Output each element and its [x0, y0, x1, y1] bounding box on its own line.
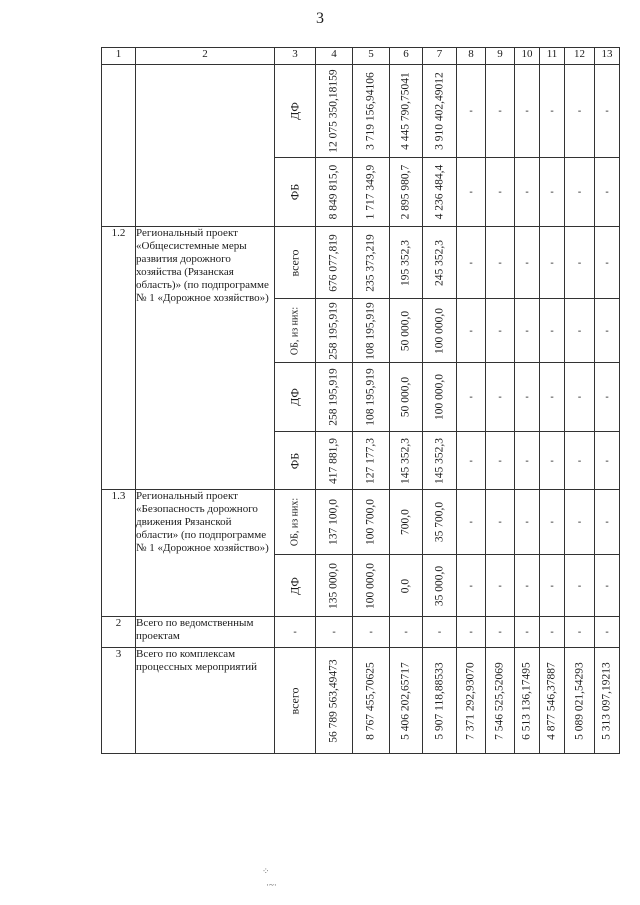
value-cell	[486, 299, 515, 363]
value-text: 50 000,0	[399, 310, 412, 351]
value-cell	[390, 555, 423, 617]
value-text: 4 445 790,75041	[399, 72, 412, 150]
value-text: -	[577, 257, 582, 268]
value-cell	[515, 555, 540, 617]
value-text: -	[498, 257, 502, 268]
value-text: -	[469, 391, 473, 403]
value-cell	[486, 617, 515, 648]
value-text: 108 195,919	[364, 301, 377, 360]
value-cell	[457, 158, 486, 227]
funding-source-label: ФБ	[287, 452, 302, 469]
value-cell	[423, 490, 457, 555]
budget-table	[101, 47, 620, 754]
value-cell	[457, 432, 486, 490]
value-text: -	[577, 626, 582, 638]
value-cell	[595, 490, 620, 555]
value-text: 100 000,0	[433, 307, 445, 354]
value-cell	[457, 617, 486, 648]
value-text: -	[550, 580, 554, 591]
header-cell: 6	[390, 48, 423, 65]
row-number: 2	[102, 617, 136, 648]
funding-source-label: ДФ	[287, 576, 302, 595]
header-cell: 13	[595, 48, 620, 65]
value-text: 35 700,0	[433, 501, 445, 543]
value-cell	[540, 432, 565, 490]
funding-source-cell	[275, 432, 316, 490]
row-number: 3	[102, 648, 136, 754]
value-cell	[540, 490, 565, 555]
value-cell	[486, 555, 515, 617]
value-cell	[486, 158, 515, 227]
value-text: -	[469, 105, 473, 117]
header-cell: 10	[515, 48, 540, 65]
value-cell	[595, 432, 620, 490]
value-text: 5 313 097,19213	[600, 661, 613, 740]
value-cell	[423, 158, 457, 227]
header-cell: 12	[565, 48, 595, 65]
header-cell: 8	[457, 48, 486, 65]
table-row	[102, 65, 620, 158]
row-description: Всего по ведомственным проектам	[136, 617, 275, 648]
value-text: -	[498, 580, 502, 591]
value-cell	[515, 158, 540, 227]
value-text: -	[469, 516, 473, 528]
value-cell	[390, 617, 423, 648]
value-text: 700,0	[399, 509, 412, 535]
value-text: 417 881,9	[327, 437, 340, 484]
value-cell	[353, 65, 390, 158]
value-cell	[316, 617, 353, 648]
value-text: -	[525, 391, 529, 403]
funding-source-cell	[275, 555, 316, 617]
value-text: 6 513 136,17495	[520, 661, 533, 740]
value-text: 145 352,3	[433, 437, 445, 484]
row-description: Всего по комплексам процессных мероприятий	[136, 648, 275, 754]
value-text: -	[498, 455, 502, 466]
header-cell: 5	[353, 48, 390, 65]
value-cell	[390, 227, 423, 299]
value-cell	[595, 299, 620, 363]
header-cell: 7	[423, 48, 457, 65]
value-text: 258 195,919	[327, 368, 340, 426]
value-text: 56 789 563,49473	[327, 658, 340, 743]
value-cell	[457, 555, 486, 617]
value-text: 1 717 349,9	[364, 164, 377, 220]
value-cell	[457, 65, 486, 158]
funding-source-cell	[275, 648, 316, 754]
row-number: 1.2	[102, 227, 136, 490]
value-cell	[515, 299, 540, 363]
value-cell	[316, 363, 353, 432]
header-cell: 2	[136, 48, 275, 65]
value-cell	[353, 363, 390, 432]
value-text: -	[605, 257, 609, 268]
value-text: -	[605, 325, 609, 336]
value-text: 5 089 021,54293	[573, 661, 585, 740]
value-text: 100 700,0	[364, 499, 377, 545]
value-cell	[565, 617, 595, 648]
value-text: 35 000,0	[433, 565, 445, 606]
row-number: 1.3	[102, 490, 136, 617]
value-cell	[540, 648, 565, 754]
value-cell	[457, 227, 486, 299]
value-cell	[565, 648, 595, 754]
value-text: 7 371 292,93070	[464, 661, 477, 740]
value-cell	[457, 490, 486, 555]
value-cell	[565, 363, 595, 432]
value-text: -	[577, 580, 582, 591]
value-cell	[353, 158, 390, 227]
value-cell	[390, 299, 423, 363]
value-cell	[595, 555, 620, 617]
value-cell	[595, 65, 620, 158]
value-cell	[390, 432, 423, 490]
value-cell	[515, 65, 540, 158]
value-text: -	[469, 257, 473, 268]
funding-source-cell	[275, 490, 316, 555]
table-row	[102, 648, 620, 754]
value-cell	[515, 617, 540, 648]
value-cell	[423, 617, 457, 648]
value-text: -	[550, 186, 554, 198]
value-text: -	[605, 626, 609, 638]
header-cell: 9	[486, 48, 515, 65]
value-text: -	[605, 455, 609, 466]
value-text: -	[577, 186, 582, 198]
value-cell	[316, 158, 353, 227]
value-text: -	[332, 626, 336, 638]
value-text: -	[469, 186, 473, 198]
value-text: -	[469, 626, 473, 638]
value-text: -	[498, 391, 502, 403]
scan-mark: ⁘	[262, 866, 270, 876]
value-cell	[316, 227, 353, 299]
value-cell	[423, 227, 457, 299]
value-text: -	[525, 325, 529, 336]
value-cell	[565, 158, 595, 227]
funding-source-label: -	[293, 626, 297, 638]
value-text: -	[550, 391, 554, 403]
funding-source-cell	[275, 65, 316, 158]
value-text: -	[605, 391, 609, 403]
value-text: -	[605, 105, 609, 117]
value-text: 137 100,0	[327, 499, 340, 545]
value-cell	[390, 490, 423, 555]
funding-source-cell	[275, 617, 316, 648]
funding-source-label: всего	[287, 686, 302, 715]
value-text: -	[469, 455, 473, 466]
value-text: -	[550, 325, 554, 336]
value-text: -	[525, 257, 529, 268]
value-text: -	[498, 105, 502, 117]
value-cell	[565, 227, 595, 299]
header-cell: 3	[275, 48, 316, 65]
value-cell	[540, 65, 565, 158]
value-cell	[316, 65, 353, 158]
row-description: Региональный проект «Общесистемные меры развития дорожного хозяйства (Рязанская область)» (по подпрограмме № 1 «Дорожное хозяйство»)	[136, 227, 275, 490]
value-text: 2 895 980,7	[399, 164, 412, 220]
value-text: -	[498, 325, 502, 336]
page-number: 3	[316, 10, 324, 27]
value-cell	[486, 227, 515, 299]
value-cell	[316, 648, 353, 754]
value-text: 3 719 156,94106	[364, 72, 377, 150]
value-text: 8 767 455,70625	[364, 661, 377, 740]
value-text: 235 373,219	[364, 233, 377, 292]
value-cell	[565, 432, 595, 490]
value-text: 4 236 484,4	[433, 164, 445, 220]
value-text: 127 177,3	[364, 437, 377, 484]
value-text: -	[605, 516, 609, 528]
value-cell	[515, 227, 540, 299]
value-text: 5 907 118,88533	[433, 661, 445, 740]
value-cell	[540, 299, 565, 363]
value-text: -	[577, 391, 582, 403]
value-text: 7 546 525,52069	[493, 661, 506, 740]
value-cell	[457, 648, 486, 754]
value-text: -	[577, 455, 582, 466]
value-text: -	[525, 455, 529, 466]
value-text: 135 000,0	[327, 562, 340, 609]
header-cell: 11	[540, 48, 565, 65]
funding-source-label: всего	[287, 248, 302, 277]
value-cell	[565, 299, 595, 363]
value-cell	[515, 432, 540, 490]
value-text: -	[404, 626, 408, 638]
funding-source-cell	[275, 227, 316, 299]
value-text: -	[437, 626, 442, 638]
funding-source-cell	[275, 299, 316, 363]
value-cell	[353, 432, 390, 490]
value-text: 108 195,919	[364, 368, 377, 426]
value-cell	[390, 65, 423, 158]
value-cell	[390, 363, 423, 432]
funding-source-label: ДФ	[287, 388, 302, 406]
value-cell	[540, 158, 565, 227]
value-cell	[515, 648, 540, 754]
table-header-row	[102, 48, 620, 65]
value-cell	[486, 490, 515, 555]
value-cell	[486, 432, 515, 490]
funding-source-label: ФБ	[287, 183, 302, 201]
value-cell	[423, 432, 457, 490]
value-cell	[423, 648, 457, 754]
value-cell	[515, 490, 540, 555]
value-text: -	[498, 626, 502, 638]
value-cell	[540, 617, 565, 648]
row-number-cell	[102, 65, 136, 227]
value-text: 8 849 815,0	[327, 164, 340, 220]
value-text: -	[550, 626, 554, 638]
value-text: -	[469, 580, 473, 591]
value-cell	[316, 432, 353, 490]
value-text: -	[605, 580, 609, 591]
value-cell	[515, 363, 540, 432]
funding-source-label: ДФ	[287, 102, 302, 120]
value-text: -	[369, 626, 373, 638]
funding-source-cell	[275, 158, 316, 227]
value-cell	[353, 490, 390, 555]
value-text: 3 910 402,49012	[433, 72, 445, 150]
value-cell	[353, 227, 390, 299]
value-cell	[595, 648, 620, 754]
value-text: 4 877 546,37887	[545, 661, 558, 740]
row-description: Региональный проект «Безопасность дорожного движения Рязанской области» (по подпрограмме № 1 «Дорожное хозяйство»)	[136, 490, 275, 617]
value-text: 145 352,3	[399, 437, 412, 484]
value-text: -	[577, 105, 582, 117]
value-cell	[486, 648, 515, 754]
value-cell	[595, 227, 620, 299]
value-text: -	[469, 325, 473, 336]
value-cell	[595, 363, 620, 432]
value-cell	[316, 555, 353, 617]
value-text: 195 352,3	[399, 239, 412, 286]
value-text: -	[550, 455, 554, 466]
value-text: -	[577, 325, 582, 336]
value-cell	[595, 158, 620, 227]
value-text: 50 000,0	[399, 376, 412, 418]
value-cell	[486, 65, 515, 158]
value-cell	[540, 363, 565, 432]
header-cell: 4	[316, 48, 353, 65]
value-cell	[423, 299, 457, 363]
value-text: -	[525, 626, 529, 638]
value-text: -	[525, 186, 529, 198]
value-cell	[565, 65, 595, 158]
value-cell	[316, 490, 353, 555]
value-text: -	[550, 516, 554, 528]
value-cell	[316, 299, 353, 363]
value-text: 100 000,0	[364, 562, 377, 609]
value-cell	[540, 227, 565, 299]
value-text: -	[525, 580, 529, 591]
value-text: -	[525, 105, 529, 117]
value-text: -	[498, 516, 502, 528]
value-cell	[390, 648, 423, 754]
value-text: 676 077,819	[327, 233, 340, 292]
value-text: 5 406 202,65717	[399, 661, 412, 740]
value-cell	[353, 648, 390, 754]
value-cell	[423, 363, 457, 432]
value-cell	[353, 555, 390, 617]
table-row	[102, 617, 620, 648]
value-text: -	[550, 257, 554, 268]
scan-mark: ·~·	[266, 880, 277, 890]
value-cell	[565, 490, 595, 555]
value-cell	[595, 617, 620, 648]
table-row	[102, 490, 620, 555]
value-text: 258 195,919	[327, 301, 340, 360]
value-cell	[540, 555, 565, 617]
value-cell	[457, 363, 486, 432]
header-cell: 1	[102, 48, 136, 65]
value-text: 12 075 350,18159	[327, 69, 340, 153]
value-text: 0,0	[399, 578, 412, 593]
value-text: 100 000,0	[433, 374, 445, 420]
value-cell	[565, 555, 595, 617]
value-text: -	[550, 105, 554, 117]
value-text: -	[525, 516, 529, 528]
value-text: -	[498, 186, 502, 198]
funding-source-cell	[275, 363, 316, 432]
value-cell	[390, 158, 423, 227]
table-row	[102, 227, 620, 299]
value-text: -	[605, 186, 609, 198]
value-cell	[423, 65, 457, 158]
funding-source-label: ОБ, из них:	[289, 497, 301, 547]
value-cell	[486, 363, 515, 432]
value-cell	[423, 555, 457, 617]
value-cell	[353, 617, 390, 648]
row-description-cell	[136, 65, 275, 227]
value-cell	[353, 299, 390, 363]
funding-source-label: ОБ, из них:	[289, 306, 301, 355]
value-cell	[457, 299, 486, 363]
value-text: -	[577, 516, 582, 528]
value-text: 245 352,3	[433, 239, 445, 286]
